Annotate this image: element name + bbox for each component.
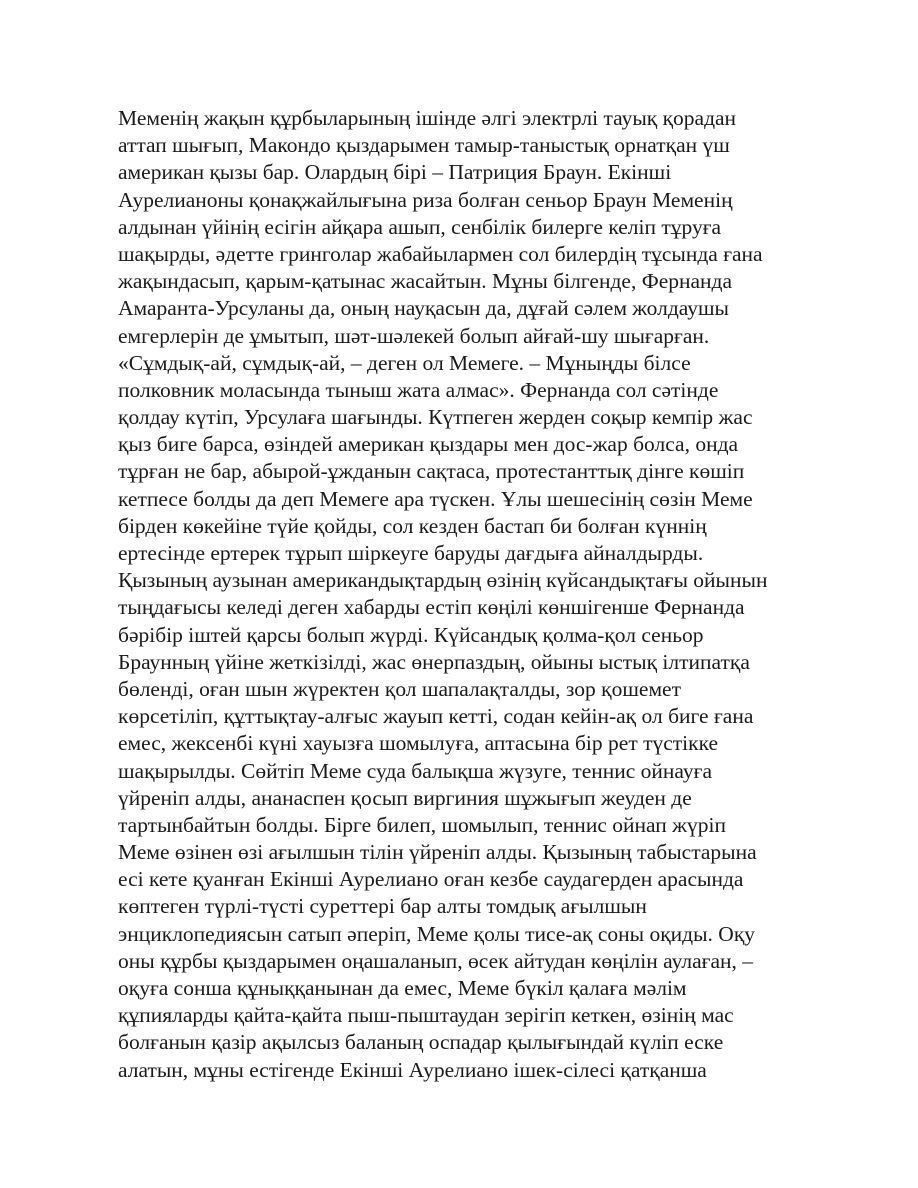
text-line: оқуға сонша құныққанынан да емес, Меме бүкіл қалаға мәлім — [118, 976, 687, 1000]
text-line: алдынан үйінің есігін айқара ашып, сенбілік билерге келіп тұруға — [118, 214, 722, 239]
text-line: Амаранта-Урсуланы да, оның науқасын да, дұғай сәлем жолдаушы — [118, 296, 729, 321]
text-line: Меменің жақын құрбыларының ішінде әлгі электрлі тауық қорадан — [118, 106, 737, 130]
text-line: американ қызы бар. Олардың бірі – Патриция Браун. Екінші — [118, 160, 672, 185]
text-line: жақындасып, қарым-қатынас жасайтын. Мұны білгенде, Фернанда — [118, 269, 733, 294]
text-line: энциклопедиясын сатып әперіп, Меме қолы тисе-ақ соны оқиды. Оқу — [118, 921, 756, 946]
text-line: Қызының аузынан американдықтардың өзінің күйсандықтағы ойынын — [118, 568, 768, 593]
text-line: Меме өзінен өзі ағылшын тілін үйреніп алды. Қызының табыстарына — [118, 840, 757, 865]
text-line: емес, жексенбі күні хауызға шомылуға, аптасына бір рет түстікке — [118, 731, 719, 756]
text-line: қолдау күтіп, Урсулаға шағынды. Күтпеген жерден соқыр кемпір жас — [118, 405, 753, 430]
text-line: алатын, мұны естігенде Екінші Аурелиано ішек-сілесі қатқанша — [118, 1057, 707, 1082]
text-line: қыз биге барса, өзіндей американ қыздары мен дос-жар болса, онда — [118, 432, 739, 457]
text-line: есі кете қуанған Екінші Аурелиано оған кезбе саудагерден арасында — [118, 867, 744, 892]
text-line: емгерлерін де ұмытып, шәт-шәлекей болып айғай-шу шығарған. — [118, 323, 710, 348]
text-line: бірден көкейіне түйе қойды, сол кезден бастап би болған күннің — [118, 513, 707, 538]
text-line: Браунның үйіне жеткізілді, жас өнерпаздың, ойыны ыстық ілтипатқа — [118, 649, 750, 674]
text-line: бәрібір іштей қарсы болып жүрді. Күйсандық қолма-қол сеньор — [118, 622, 704, 647]
text-line: аттап шығып, Макондо қыздарымен тамыр-таныстық орнатқан үш — [118, 133, 730, 158]
text-line: көптеген түрлі-түсті суреттері бар алты томдық ағылшын — [118, 894, 647, 919]
text-line: ертесінде ертерек тұрып шіркеуге баруды дағдыға айналдырды. — [118, 541, 704, 565]
text-line: «Сұмдық-ай, сұмдық-ай, – деген ол Мемеге. – Мұныңды білсе — [118, 350, 691, 375]
text-line: тыңдағысы келеді деген хабарды естіп көңілі көншігенше Фернанда — [118, 595, 745, 620]
text-line: көрсетіліп, құттықтау-алғыс жауып кетті, содан кейін-ақ ол биге ғана — [118, 704, 754, 729]
body-text — [118, 105, 808, 1084]
text-line: кетпесе болды да деп Мемеге ара түскен. Ұлы шешесінің сөзін Меме — [118, 486, 753, 511]
text-line: тартынбайтын болды. Бірге билеп, шомылып, теннис ойнап жүріп — [118, 812, 726, 837]
text-line: тұрған не бар, абырой-ұжданын сақтаса, протестанттық дінге көшіп — [118, 459, 745, 484]
text-line: Аурелианоны қонақжайлығына риза болған сеньор Браун Меменің — [118, 187, 733, 212]
text-line: болғанын қазір ақылсыз баланың оспадар қылығындай күліп еске — [118, 1030, 724, 1055]
text-line: оны құрбы қыздарымен оңашаланып, өсек айтудан көңілін аулаған, – — [118, 948, 754, 973]
text-line: шақырды, әдетте гринголар жабайылармен сол билердің тұсында ғана — [118, 241, 763, 266]
text-line: бөленді, оған шын жүректен қол шапалақталды, зор қошемет — [118, 676, 681, 701]
text-line: құпияларды қайта-қайта пыш-пыштаудан зерігіп кеткен, өзінің мас — [118, 1003, 734, 1028]
text-line: полковник моласында тыныш жата алмас». Фернанда сол сәтінде — [118, 377, 719, 402]
text-line: шақырылды. Сөйтіп Меме суда балықша жүзуге, теннис ойнауға — [118, 758, 712, 783]
text-line: үйреніп алды, ананаспен қосып виргиния шұжығып жеуден де — [118, 785, 692, 810]
